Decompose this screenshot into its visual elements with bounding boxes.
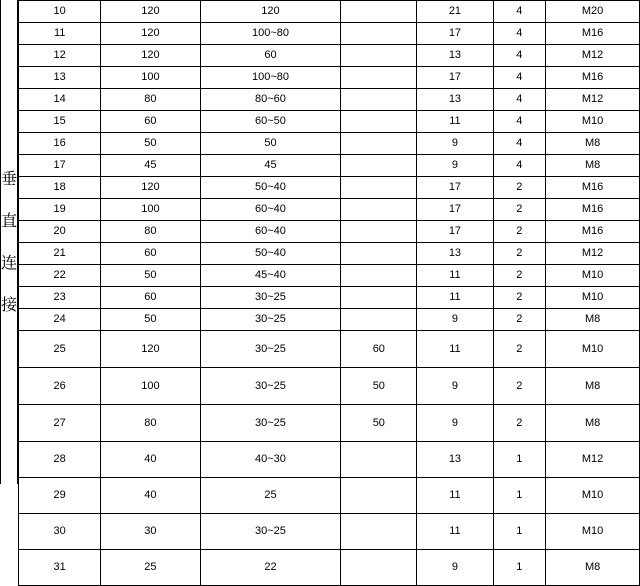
table-row: [19, 89, 640, 111]
table-cell: 21: [417, 1, 493, 23]
table-cell: 27: [19, 405, 101, 442]
table-cell: 40: [101, 442, 201, 478]
table-cell: 2: [493, 243, 546, 265]
table-cell: 4: [493, 155, 546, 177]
table-cell: 50: [341, 368, 417, 405]
table-cell: 45: [101, 155, 201, 177]
table-cell: 2: [493, 287, 546, 309]
table-cell: 13: [417, 243, 493, 265]
table-cell: 2: [493, 177, 546, 199]
table-cell: 19: [19, 199, 101, 221]
table-cell: 60: [101, 111, 201, 133]
table-cell: [341, 133, 417, 155]
table-cell: 120: [200, 1, 341, 23]
table-row: [19, 442, 640, 478]
table-cell: 1: [493, 442, 546, 478]
table-cell: 1: [493, 514, 546, 550]
table-cell: 120: [101, 177, 201, 199]
table-row: [19, 309, 640, 331]
table-cell: 60~40: [200, 221, 341, 243]
table-cell: 21: [19, 243, 101, 265]
table-cell: M12: [546, 89, 640, 111]
table-cell: M16: [546, 23, 640, 45]
table-cell: 50: [341, 405, 417, 442]
table-cell: 17: [417, 177, 493, 199]
table-cell: 60: [200, 45, 341, 67]
table-cell: 4: [493, 23, 546, 45]
table-cell: 60~50: [200, 111, 341, 133]
table-cell: 11: [417, 478, 493, 514]
table-cell: M10: [546, 331, 640, 368]
table-cell: [341, 45, 417, 67]
table-cell: 4: [493, 67, 546, 89]
table-row: [19, 155, 640, 177]
table-cell: [341, 177, 417, 199]
table-cell: 4: [493, 133, 546, 155]
table-cell: 11: [19, 23, 101, 45]
table-cell: 9: [417, 368, 493, 405]
table-cell: 13: [417, 442, 493, 478]
table-cell: 60: [101, 243, 201, 265]
table-cell: 11: [417, 331, 493, 368]
table-cell: M8: [546, 309, 640, 331]
table-cell: 4: [493, 111, 546, 133]
table-cell: 100: [101, 199, 201, 221]
table-cell: 120: [101, 23, 201, 45]
table-cell: 80: [101, 405, 201, 442]
table-cell: 30~25: [200, 309, 341, 331]
table-cell: 1: [493, 478, 546, 514]
table-cell: [341, 478, 417, 514]
table-cell: 40~30: [200, 442, 341, 478]
table-cell: 13: [417, 89, 493, 111]
table-row: [19, 177, 640, 199]
table-cell: 120: [101, 1, 201, 23]
table-cell: 14: [19, 89, 101, 111]
table-cell: 17: [417, 23, 493, 45]
table-cell: 2: [493, 368, 546, 405]
table-cell: 17: [417, 199, 493, 221]
table-body: [19, 1, 640, 586]
table-cell: 2: [493, 405, 546, 442]
table-cell: 30~25: [200, 514, 341, 550]
table-cell: 45~40: [200, 265, 341, 287]
table-row: [19, 368, 640, 405]
table-cell: 50~40: [200, 243, 341, 265]
table-cell: [341, 221, 417, 243]
table-cell: 100~80: [200, 67, 341, 89]
table-cell: M10: [546, 514, 640, 550]
table-cell: M8: [546, 405, 640, 442]
table-row: [19, 133, 640, 155]
table-cell: [341, 442, 417, 478]
table-cell: 11: [417, 514, 493, 550]
table-cell: [341, 309, 417, 331]
table-row: [19, 1, 640, 23]
table-row: [19, 265, 640, 287]
table-cell: M16: [546, 199, 640, 221]
table-cell: 50~40: [200, 177, 341, 199]
table-cell: 30~25: [200, 368, 341, 405]
table-cell: 26: [19, 368, 101, 405]
table-cell: 31: [19, 550, 101, 586]
table-cell: 4: [493, 1, 546, 23]
table-cell: M10: [546, 478, 640, 514]
table-cell: 50: [200, 133, 341, 155]
table-cell: 12: [19, 45, 101, 67]
table-cell: M16: [546, 67, 640, 89]
table-cell: 22: [19, 265, 101, 287]
table-cell: 80: [101, 221, 201, 243]
table-row: [19, 331, 640, 368]
table-cell: 4: [493, 45, 546, 67]
table-cell: 40: [101, 478, 201, 514]
table-cell: [341, 287, 417, 309]
table-cell: 120: [101, 45, 201, 67]
table-row: [19, 199, 640, 221]
table-cell: 25: [200, 478, 341, 514]
specification-table: [18, 0, 640, 586]
vertical-label-char-4: 接: [1, 297, 17, 313]
table-cell: 28: [19, 442, 101, 478]
table-cell: 50: [101, 133, 201, 155]
table-cell: 30: [19, 514, 101, 550]
table-cell: M16: [546, 221, 640, 243]
table-cell: M12: [546, 243, 640, 265]
table-row: [19, 478, 640, 514]
vertical-label-char-2: 直: [1, 213, 17, 229]
table-cell: 2: [493, 265, 546, 287]
table-cell: 60: [101, 287, 201, 309]
table-cell: 100: [101, 67, 201, 89]
table-cell: M8: [546, 368, 640, 405]
table-cell: M10: [546, 111, 640, 133]
table-cell: 25: [101, 550, 201, 586]
table-cell: 9: [417, 550, 493, 586]
table-cell: 11: [417, 265, 493, 287]
table-cell: [341, 111, 417, 133]
vertical-connection-label: [1, 0, 18, 484]
table-cell: 22: [200, 550, 341, 586]
table-cell: [341, 243, 417, 265]
table-cell: 17: [19, 155, 101, 177]
table-cell: 17: [417, 221, 493, 243]
table-row: [19, 111, 640, 133]
table-cell: [341, 23, 417, 45]
table-row: [19, 23, 640, 45]
table-cell: [341, 514, 417, 550]
table-cell: [341, 550, 417, 586]
table-cell: 2: [493, 309, 546, 331]
table-cell: 15: [19, 111, 101, 133]
table-cell: [341, 155, 417, 177]
table-cell: M16: [546, 177, 640, 199]
table-cell: [341, 1, 417, 23]
table-row: [19, 243, 640, 265]
table-cell: [341, 67, 417, 89]
table-cell: 4: [493, 89, 546, 111]
table-cell: 100: [101, 368, 201, 405]
table-cell: 80: [101, 89, 201, 111]
table-row: [19, 67, 640, 89]
table-cell: 1: [493, 550, 546, 586]
table-cell: M12: [546, 442, 640, 478]
table-row: [19, 287, 640, 309]
table-cell: M8: [546, 133, 640, 155]
table-cell: [341, 199, 417, 221]
table-cell: 60~40: [200, 199, 341, 221]
table-cell: 100~80: [200, 23, 341, 45]
table-cell: 2: [493, 221, 546, 243]
table-cell: 120: [101, 331, 201, 368]
table-cell: 2: [493, 331, 546, 368]
table-cell: M8: [546, 155, 640, 177]
table-cell: 20: [19, 221, 101, 243]
specification-table-wrap: [18, 0, 640, 484]
table-cell: 30~25: [200, 405, 341, 442]
table-cell: 9: [417, 155, 493, 177]
table-cell: 29: [19, 478, 101, 514]
table-cell: 80~60: [200, 89, 341, 111]
table-cell: 10: [19, 1, 101, 23]
table-row: [19, 221, 640, 243]
table-cell: 16: [19, 133, 101, 155]
table-cell: M8: [546, 550, 640, 586]
table-cell: M12: [546, 45, 640, 67]
table-cell: 2: [493, 199, 546, 221]
table-cell: M20: [546, 1, 640, 23]
table-row: [19, 405, 640, 442]
table-cell: 24: [19, 309, 101, 331]
table-cell: 13: [19, 67, 101, 89]
table-cell: M10: [546, 265, 640, 287]
vertical-label-char-3: 连: [1, 255, 17, 271]
table-cell: 11: [417, 111, 493, 133]
table-cell: 18: [19, 177, 101, 199]
table-row: [19, 550, 640, 586]
table-cell: 13: [417, 45, 493, 67]
table-cell: 45: [200, 155, 341, 177]
table-cell: 9: [417, 133, 493, 155]
table-row: [19, 514, 640, 550]
table-cell: 23: [19, 287, 101, 309]
table-cell: 9: [417, 405, 493, 442]
table-row: [19, 45, 640, 67]
table-cell: 50: [101, 309, 201, 331]
vertical-label-char-1: 垂: [1, 171, 17, 187]
table-cell: [341, 89, 417, 111]
table-cell: M10: [546, 287, 640, 309]
table-cell: [341, 265, 417, 287]
table-cell: 60: [341, 331, 417, 368]
table-cell: 25: [19, 331, 101, 368]
table-cell: 9: [417, 309, 493, 331]
table-cell: 30~25: [200, 331, 341, 368]
table-cell: 30: [101, 514, 201, 550]
table-cell: 11: [417, 287, 493, 309]
table-cell: 30~25: [200, 287, 341, 309]
table-cell: 17: [417, 67, 493, 89]
table-cell: 50: [101, 265, 201, 287]
